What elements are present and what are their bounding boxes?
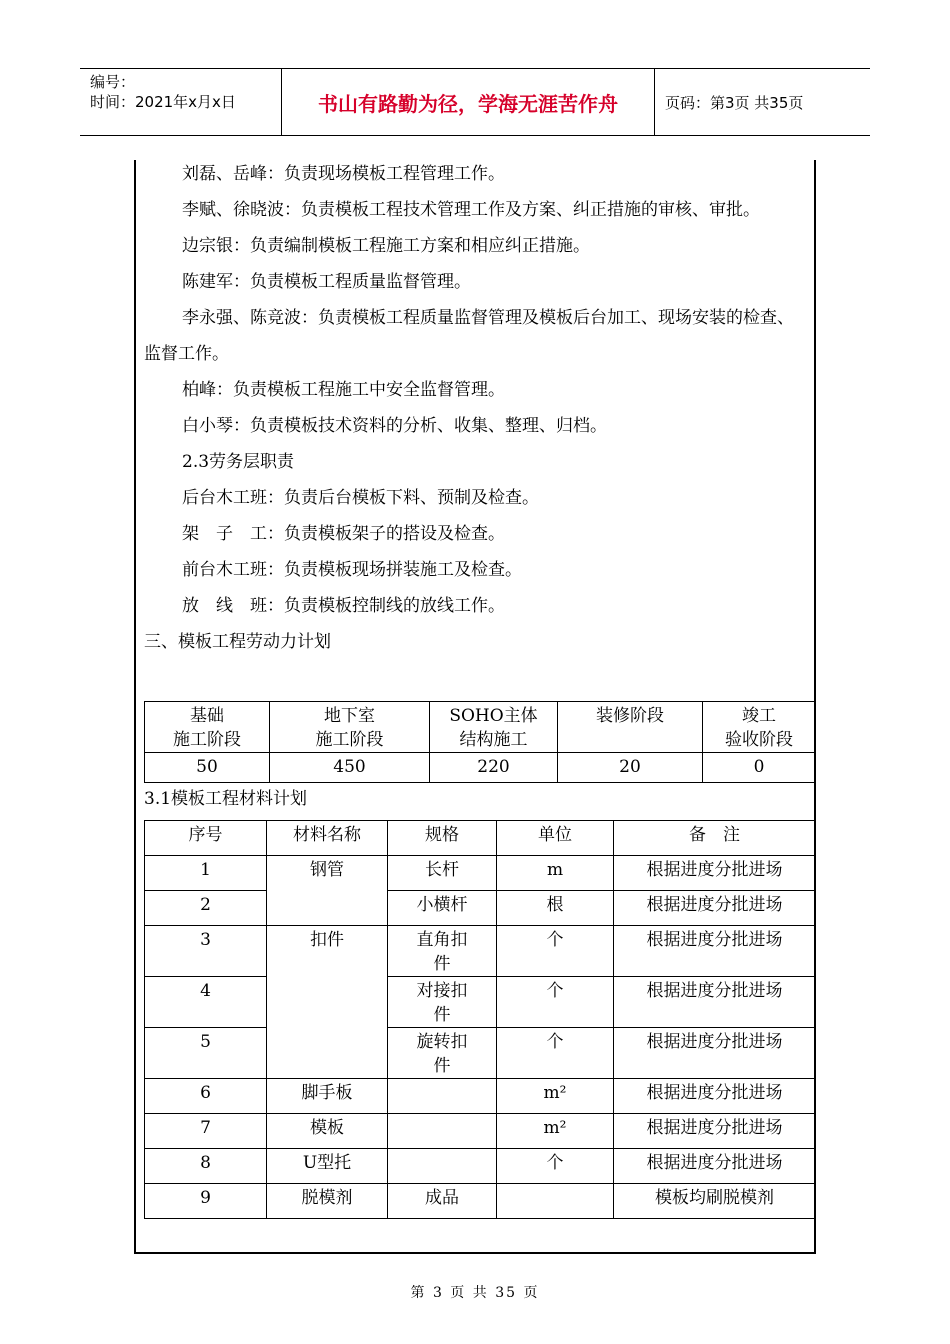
table-cell [388, 1149, 497, 1184]
table-cell: m² [497, 1079, 614, 1114]
header-cell: 序号 [145, 821, 267, 856]
table-cell: 个 [497, 1149, 614, 1184]
code-label: 编号： [90, 73, 136, 91]
page-footer: 第 3 页 共 35 页 [410, 1285, 540, 1301]
table-cell: 7 [145, 1114, 267, 1149]
section-title: 3.1模板工程材料计划 [144, 789, 308, 809]
subsection-heading: 2.3劳务层职责 [182, 452, 295, 472]
table-cell: 2 [145, 891, 267, 926]
table-cell: 成品 [388, 1184, 497, 1219]
table-row [145, 1028, 816, 1079]
header-cell: 单位 [497, 821, 614, 856]
table-cell [388, 1079, 497, 1114]
table-cell: 5 [145, 1028, 267, 1079]
table-cell [497, 1184, 614, 1219]
table-cell: U型托 [267, 1149, 388, 1184]
table-cell: 20 [558, 753, 703, 783]
table-cell: 脚手板 [267, 1079, 388, 1114]
header-meta [80, 69, 282, 135]
table-row [145, 856, 816, 891]
header-cell: 地下室 施工阶段 [270, 702, 430, 753]
paragraph: 柏峰：负责模板工程施工中安全监督管理。 [182, 380, 505, 400]
header-cell: SOHO主体 结构施工 [430, 702, 558, 753]
header-cell: 竣工 验收阶段 [703, 702, 816, 753]
date-label: 时间：2021年x月x日 [90, 93, 236, 111]
table-header-row [145, 821, 816, 856]
table-cell: 个 [497, 977, 614, 1028]
table-cell: 根据进度分批进场 [614, 1079, 816, 1114]
header-cell: 装修阶段 [558, 702, 703, 753]
table-row [145, 1184, 816, 1219]
table-cell: m² [497, 1114, 614, 1149]
subsection-block [144, 781, 808, 817]
header-cell: 材料名称 [267, 821, 388, 856]
labor-plan-table [144, 701, 816, 783]
header-page-label: 页码：第3页 共35页 [665, 93, 804, 112]
table-row [145, 753, 816, 783]
table-cell: 4 [145, 977, 267, 1028]
paragraph: 边宗银：负责编制模板工程施工方案和相应纠正措施。 [182, 236, 590, 256]
body-text [144, 156, 808, 660]
header-cell: 基础 施工阶段 [145, 702, 270, 753]
table-cell: 根据进度分批进场 [614, 926, 816, 977]
table-cell: 个 [497, 926, 614, 977]
table-cell: 8 [145, 1149, 267, 1184]
page-header [80, 68, 870, 136]
table-cell: 50 [145, 753, 270, 783]
header-motto: 书山有路勤为径，学海无涯苦作舟 [282, 69, 655, 135]
table-cell: 根据进度分批进场 [614, 1149, 816, 1184]
table-cell: 长杆 [388, 856, 497, 891]
table-row [145, 1079, 816, 1114]
table-cell [388, 1114, 497, 1149]
paragraph: 陈建军：负责模板工程质量监督管理。 [182, 272, 471, 292]
table-cell: 个 [497, 1028, 614, 1079]
table-cell: m [497, 856, 614, 891]
paragraph: 放 线 班：负责模板控制线的放线工作。 [182, 596, 505, 616]
table-row [145, 1149, 816, 1184]
table-cell: 对接扣件 [388, 977, 497, 1028]
table-row [145, 926, 816, 977]
table-cell: 根据进度分批进场 [614, 977, 816, 1028]
table-cell: 直角扣件 [388, 926, 497, 977]
table-row [145, 977, 816, 1028]
paragraph: 李永强、陈竞波：负责模板工程质量监督管理及模板后台加工、现场安装的检查、监督工作。 [144, 308, 794, 364]
table-cell: 根据进度分批进场 [614, 1028, 816, 1079]
table-cell: 3 [145, 926, 267, 977]
table-cell: 根 [497, 891, 614, 926]
table-cell: 1 [145, 856, 267, 891]
table-cell: 根据进度分批进场 [614, 891, 816, 926]
section-title: 三、模板工程劳动力计划 [144, 632, 331, 652]
paragraph: 李赋、徐晓波：负责模板工程技术管理工作及方案、纠正措施的审核、审批。 [182, 200, 760, 220]
table-row [145, 1114, 816, 1149]
paragraph: 白小琴：负责模板技术资料的分析、收集、整理、归档。 [182, 416, 607, 436]
header-cell: 规格 [388, 821, 497, 856]
table-cell: 0 [703, 753, 816, 783]
table-cell: 钢管 [267, 856, 388, 926]
paragraph: 架 子 工：负责模板架子的搭设及检查。 [182, 524, 505, 544]
table-cell: 220 [430, 753, 558, 783]
table-cell: 脱模剂 [267, 1184, 388, 1219]
header-cell: 备 注 [614, 821, 816, 856]
table-cell: 模板均刷脱模剂 [614, 1184, 816, 1219]
table-cell: 小横杆 [388, 891, 497, 926]
table-cell: 9 [145, 1184, 267, 1219]
table-cell: 根据进度分批进场 [614, 1114, 816, 1149]
table-cell: 450 [270, 753, 430, 783]
material-plan-table [144, 820, 816, 1219]
table-cell: 根据进度分批进场 [614, 856, 816, 891]
paragraph: 刘磊、岳峰：负责现场模板工程管理工作。 [182, 164, 505, 184]
table-cell: 模板 [267, 1114, 388, 1149]
table-cell: 旋转扣件 [388, 1028, 497, 1079]
table-row [145, 891, 816, 926]
paragraph: 后台木工班：负责后台模板下料、预制及检查。 [182, 488, 539, 508]
table-cell: 扣件 [267, 926, 388, 1079]
paragraph: 前台木工班：负责模板现场拼装施工及检查。 [182, 560, 522, 580]
table-header-row [145, 702, 816, 753]
table-cell: 6 [145, 1079, 267, 1114]
